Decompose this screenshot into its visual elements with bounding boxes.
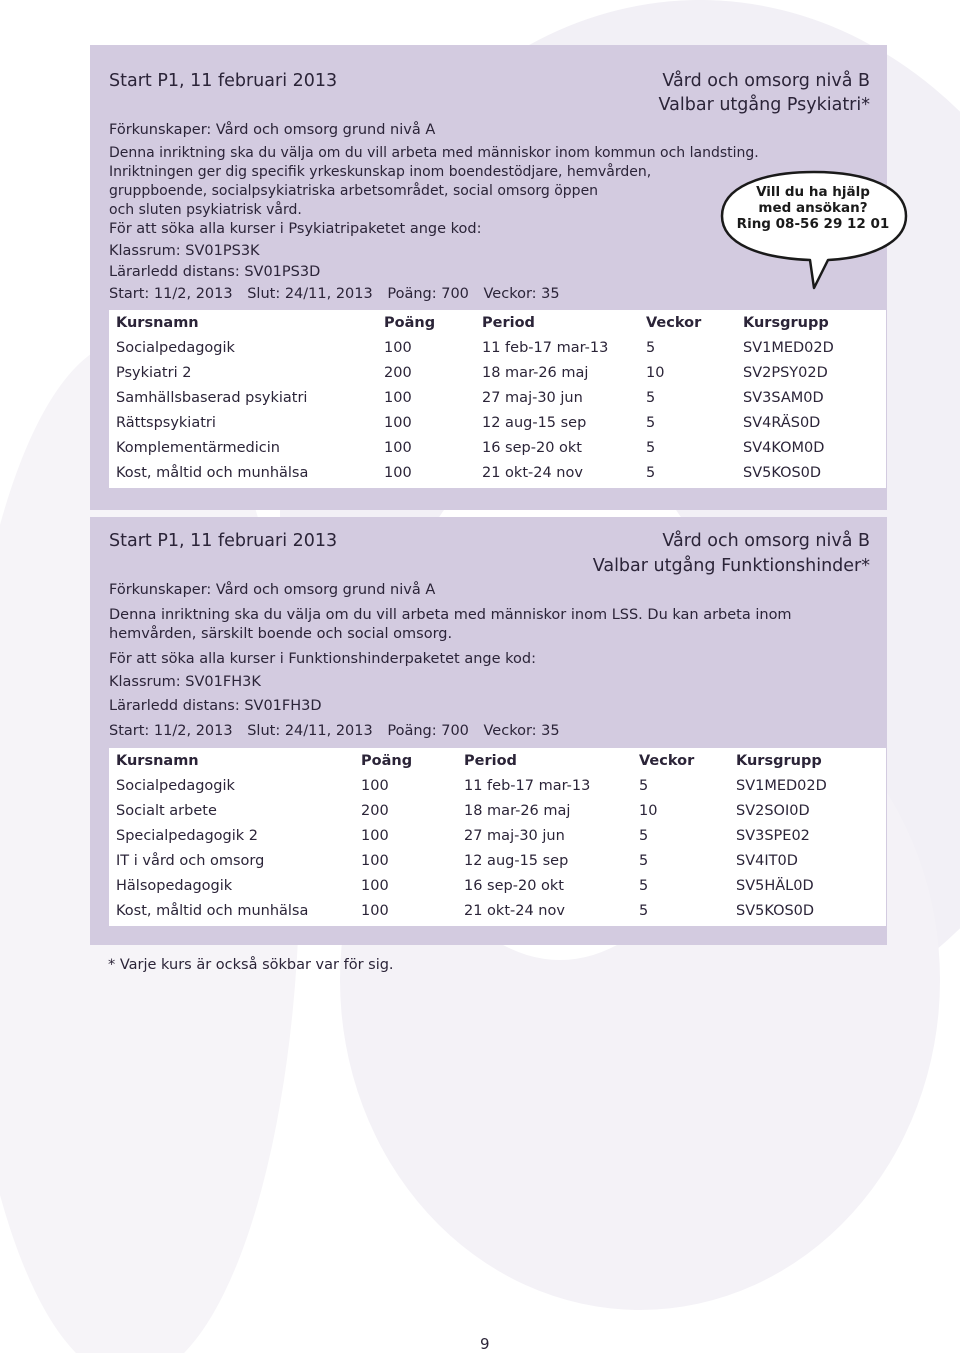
course-group: SV4IT0D [736, 852, 798, 869]
course-group: SV2PSY02D [743, 364, 828, 381]
course-period: 18 mar-26 maj [464, 802, 571, 819]
course-points: 200 [361, 802, 389, 819]
course-period: 12 aug-15 sep [464, 852, 569, 869]
course-group: SV3SPE02 [736, 827, 810, 844]
table-row [109, 848, 886, 873]
course-name: Samhällsbaserad psykiatri [116, 389, 308, 406]
apply-instruction: För att söka alla kurser i Psykiatripaketet ange kod: [109, 221, 482, 237]
course-weeks: 5 [639, 827, 649, 844]
course-period: 11 feb-17 mar-13 [464, 777, 591, 794]
course-points: 100 [361, 827, 389, 844]
table-row [109, 798, 886, 823]
table-row [109, 360, 886, 385]
course-name: Kost, måltid och munhälsa [116, 464, 309, 481]
course-table [109, 748, 886, 926]
course-weeks: 5 [639, 777, 649, 794]
course-name: Specialpedagogik 2 [116, 827, 258, 844]
start-date: Start: 11/2, 2013 [109, 723, 233, 739]
footnote: * Varje kurs är också sökbar var för sig. [108, 957, 394, 973]
course-period: 16 sep-20 okt [464, 877, 564, 894]
course-points: 100 [384, 414, 412, 431]
course-group: SV5HÄL0D [736, 877, 814, 894]
total-weeks: Veckor: 35 [483, 723, 560, 739]
table-row [109, 335, 886, 360]
description [109, 606, 869, 644]
course-period: 27 maj-30 jun [482, 389, 583, 406]
course-period: 18 mar-26 maj [482, 364, 589, 381]
course-period: 21 okt-24 nov [464, 902, 565, 919]
start-title: Start P1, 11 februari 2013 [109, 531, 338, 551]
course-weeks: 5 [646, 389, 656, 406]
course-period: 16 sep-20 okt [482, 439, 582, 456]
course-weeks: 5 [639, 877, 649, 894]
course-weeks: 5 [646, 464, 656, 481]
table-row [109, 410, 886, 435]
course-points: 100 [384, 464, 412, 481]
column-header: Veckor [639, 752, 695, 769]
course-period: 27 maj-30 jun [464, 827, 565, 844]
description-line: gruppboende, socialpsykiatriska arbetsområdet, social omsorg öppen [109, 183, 599, 199]
program-title: Vård och omsorg nivå B [662, 531, 870, 551]
course-points: 100 [361, 852, 389, 869]
table-row [109, 873, 886, 898]
description-line: Denna inriktning ska du välja om du vill arbeta med människor inom LSS. Du kan arbeta inom [109, 607, 792, 623]
description-line: hemvården, särskilt boende och social omsorg. [109, 626, 453, 642]
course-points: 100 [384, 389, 412, 406]
program-title: Vård och omsorg nivå B [662, 71, 870, 91]
course-group: SV2SOI0D [736, 802, 810, 819]
table-header-row [109, 310, 886, 335]
course-period: 21 okt-24 nov [482, 464, 583, 481]
column-header: Poäng [361, 752, 413, 769]
course-group: SV5KOS0D [736, 902, 815, 919]
course-points: 200 [384, 364, 412, 381]
course-period: 11 feb-17 mar-13 [482, 339, 609, 356]
course-weeks: 5 [639, 902, 649, 919]
course-points: 100 [361, 877, 389, 894]
course-group: SV3SAM0D [743, 389, 824, 406]
course-weeks: 5 [646, 414, 656, 431]
course-name: Kost, måltid och munhälsa [116, 902, 309, 919]
column-header: Period [464, 752, 517, 769]
start-title: Start P1, 11 februari 2013 [109, 71, 338, 91]
table-row [109, 435, 886, 460]
course-period: 12 aug-15 sep [482, 414, 587, 431]
course-points: 100 [361, 777, 389, 794]
course-table [109, 310, 886, 488]
description-line: Denna inriktning ska du välja om du vill arbeta med människor inom kommun och landsting. [109, 145, 759, 161]
distance-code: Lärarledd distans: SV01PS3D [109, 264, 321, 280]
course-name: Socialt arbete [116, 802, 217, 819]
description-line: och sluten psykiatrisk vård. [109, 202, 302, 218]
course-weeks: 10 [639, 802, 658, 819]
end-date: Slut: 24/11, 2013 [247, 286, 373, 302]
table-row [109, 773, 886, 798]
classroom-code: Klassrum: SV01FH3K [109, 674, 261, 690]
course-group: SV1MED02D [743, 339, 834, 356]
apply-instruction: För att söka alla kurser i Funktionshinderpaketet ange kod: [109, 651, 537, 667]
column-header: Kursgrupp [736, 752, 822, 769]
table-row [109, 385, 886, 410]
table-header-row [109, 748, 886, 773]
course-weeks: 10 [646, 364, 665, 381]
course-group: SV4KOM0D [743, 439, 825, 456]
course-group: SV1MED02D [736, 777, 827, 794]
column-header: Veckor [646, 314, 702, 331]
help-phone: Ring 08-56 29 12 01 [736, 216, 890, 232]
start-date: Start: 11/2, 2013 [109, 286, 233, 302]
page-number: 9 [480, 1335, 490, 1353]
course-name: Rättspsykiatri [116, 414, 216, 431]
table-row [109, 460, 886, 488]
course-name: Socialpedagogik [116, 339, 235, 356]
column-header: Poäng [384, 314, 436, 331]
prerequisites: Förkunskaper: Vård och omsorg grund nivå A [109, 582, 436, 598]
table-row [109, 823, 886, 848]
help-bubble-text [730, 184, 896, 232]
track-title: Valbar utgång Funktionshinder* [592, 556, 870, 576]
end-date: Slut: 24/11, 2013 [247, 723, 373, 739]
help-line: med ansökan? [758, 200, 868, 216]
distance-code: Lärarledd distans: SV01FH3D [109, 698, 322, 714]
total-points: Poäng: 700 [387, 723, 469, 739]
track-title: Valbar utgång Psykiatri* [658, 95, 870, 115]
total-points: Poäng: 700 [387, 286, 469, 302]
description-line: Inriktningen ger dig specifik yrkeskunskap inom boendestödjare, hemvården, [109, 164, 652, 180]
course-name: Socialpedagogik [116, 777, 235, 794]
course-group: SV5KOS0D [743, 464, 822, 481]
course-points: 100 [361, 902, 389, 919]
course-weeks: 5 [646, 439, 656, 456]
course-points: 100 [384, 339, 412, 356]
column-header: Period [482, 314, 535, 331]
classroom-code: Klassrum: SV01PS3K [109, 243, 260, 259]
help-line: Vill du ha hjälp [756, 184, 870, 200]
course-name: IT i vård och omsorg [116, 852, 265, 869]
program-meta [109, 286, 570, 302]
table-row [109, 898, 886, 926]
total-weeks: Veckor: 35 [483, 286, 560, 302]
program-meta [109, 723, 570, 739]
course-name: Psykiatri 2 [116, 364, 192, 381]
column-header: Kursgrupp [743, 314, 829, 331]
course-group: SV4RÄS0D [743, 414, 821, 431]
course-weeks: 5 [639, 852, 649, 869]
course-name: Komplementärmedicin [116, 439, 280, 456]
program-panel-funktionshinder [90, 517, 887, 945]
course-name: Hälsopedagogik [116, 877, 233, 894]
column-header: Kursnamn [116, 752, 199, 769]
course-points: 100 [384, 439, 412, 456]
course-weeks: 5 [646, 339, 656, 356]
prerequisites: Förkunskaper: Vård och omsorg grund nivå A [109, 122, 436, 138]
column-header: Kursnamn [116, 314, 199, 331]
